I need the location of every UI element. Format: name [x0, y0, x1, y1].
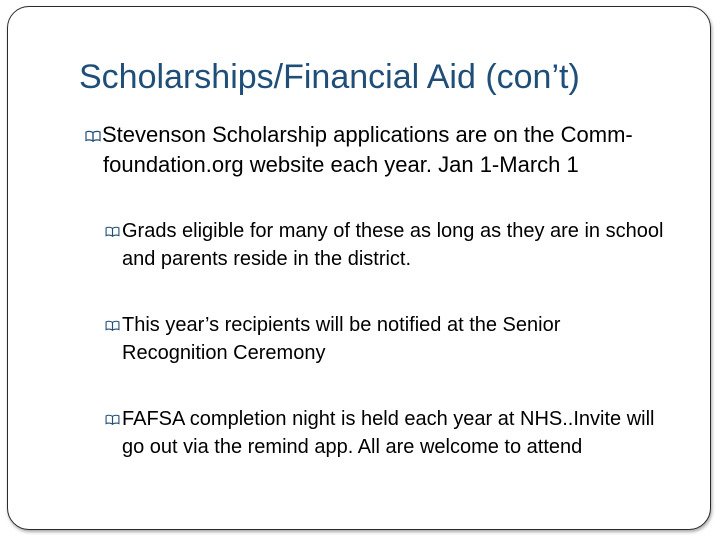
bullet-text: This year’s recipients will be notified at the Senior Recognition Ceremony [122, 314, 561, 364]
bullet-text: Grads eligible for many of these as long as they are in school and parents reside in the district. [122, 220, 664, 270]
slide-title: Scholarships/Financial Aid (con’t) [79, 58, 580, 96]
bullet-item-2 [104, 217, 664, 273]
bullet-item-4 [104, 405, 664, 461]
bullet-item-3 [104, 311, 664, 367]
bullet-text: FAFSA completion night is held each year at NHS..Invite will go out via the remind app. All are welcome to attend [122, 408, 655, 458]
bullet-text: Stevenson Scholarship applications are on the Comm-foundation.org website each year. Jan 1-March 1 [102, 122, 633, 177]
bullet-item-1 [84, 120, 684, 180]
